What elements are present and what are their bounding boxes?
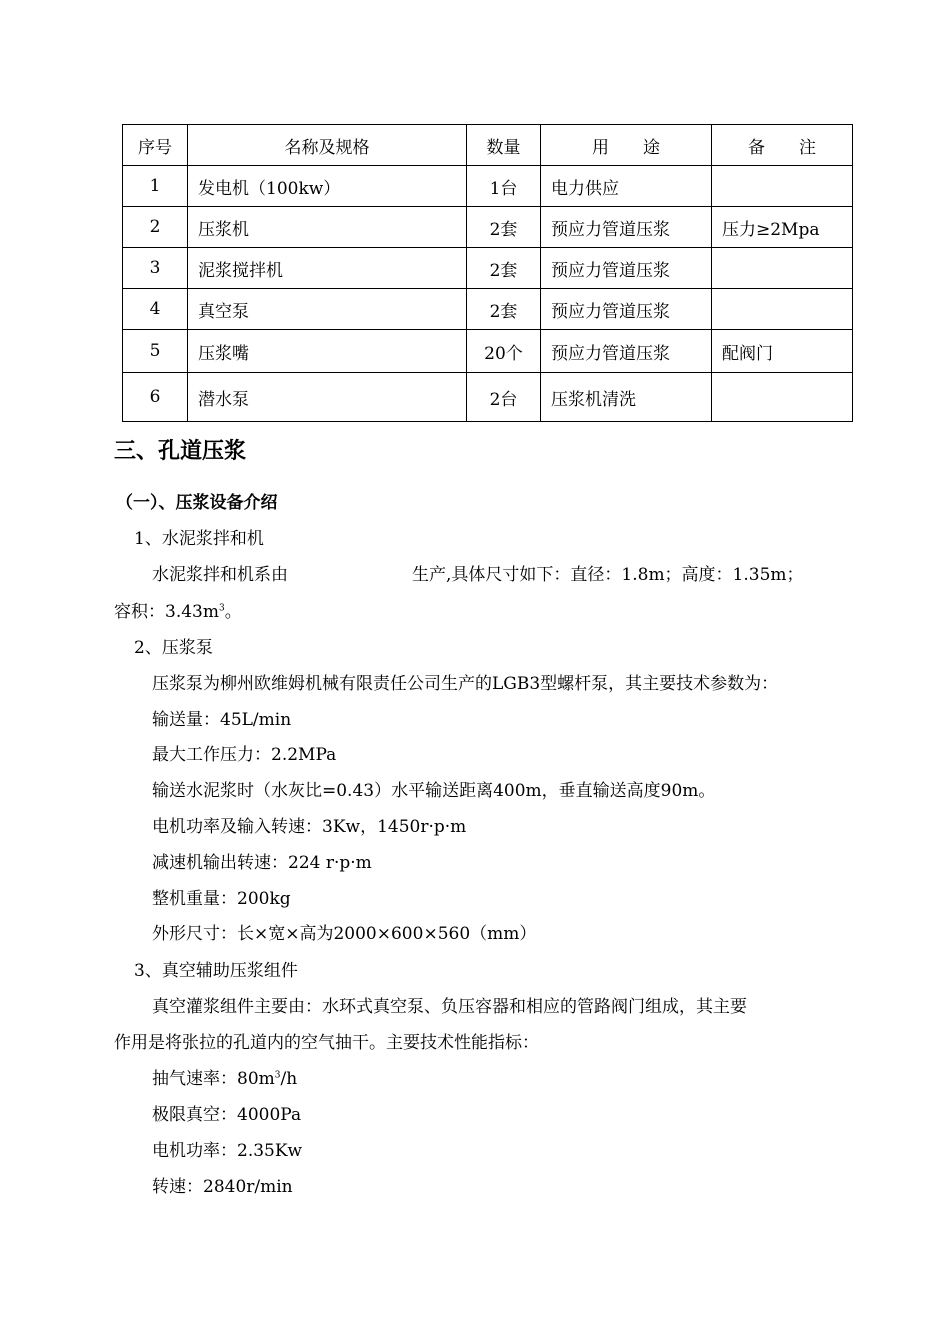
- item2-spec: 减速机输出转速：224 r·p·m: [152, 853, 372, 873]
- item1-volume-sup: 3: [218, 603, 225, 614]
- table-cell: 泥浆搅拌机: [188, 248, 467, 289]
- table-cell: [712, 248, 853, 289]
- item1-volume-text: 容积：3.43m: [114, 602, 219, 622]
- header-cell: 备 注: [712, 125, 853, 166]
- item3-spec: 电机功率：2.35Kw: [152, 1141, 303, 1161]
- table-cell: 配阀门: [712, 330, 853, 373]
- table-row: [123, 248, 853, 289]
- item2-spec: 最大工作压力：2.2MPa: [152, 745, 337, 765]
- item3-intro: 作用是将张拉的孔道内的空气抽干。主要技术性能指标：: [114, 1033, 539, 1053]
- item2-spec: 整机重量：200kg: [152, 889, 291, 909]
- table-cell: 预应力管道压浆: [541, 207, 712, 248]
- header-cell: 用 途: [541, 125, 712, 166]
- table-cell: 20个: [467, 330, 541, 373]
- table-cell: 发电机（100kw）: [188, 166, 467, 207]
- section-title: 三、孔道压浆: [114, 439, 247, 464]
- table-cell: 6: [123, 373, 188, 422]
- table-cell: 1台: [467, 166, 541, 207]
- table-cell: 2套: [467, 289, 541, 330]
- header-cell: 数量: [467, 125, 541, 166]
- table-row: [123, 289, 853, 330]
- table-row: [123, 330, 853, 373]
- table-cell: 1: [123, 166, 188, 207]
- item3-rate-sup: 3: [274, 1070, 281, 1081]
- table-cell: [712, 289, 853, 330]
- table-cell: 电力供应: [541, 166, 712, 207]
- item3-rate-text: 抽气速率：80m: [152, 1069, 275, 1089]
- item3-rate-unit: /h: [280, 1069, 298, 1089]
- table-cell: 2套: [467, 207, 541, 248]
- item3-spec: 极限真空：4000Pa: [152, 1105, 302, 1125]
- table-cell: 4: [123, 289, 188, 330]
- item1-text-b: 生产,具体尺寸如下：直径：1.8m；高度：1.35m；: [412, 565, 804, 585]
- table-cell: 真空泵: [188, 289, 467, 330]
- table-row: [123, 166, 853, 207]
- item3-spec: 转速：2840r/min: [152, 1177, 293, 1197]
- item2-title: 2、压浆泵: [134, 638, 213, 658]
- table-cell: 压浆机: [188, 207, 467, 248]
- table-cell: 预应力管道压浆: [541, 248, 712, 289]
- table-cell: 3: [123, 248, 188, 289]
- item3-intro: 真空灌浆组件主要由：水环式真空泵、负压容器和相应的管路阀门组成，其主要: [152, 997, 747, 1017]
- table-row: [123, 207, 853, 248]
- table-cell: 2套: [467, 248, 541, 289]
- table-header-row: [123, 125, 853, 166]
- table-cell: [712, 373, 853, 422]
- item1-text-a: 水泥浆拌和机系由: [152, 565, 288, 585]
- table-cell: 潜水泵: [188, 373, 467, 422]
- item1-text-volume: [114, 597, 242, 622]
- table-cell: 预应力管道压浆: [541, 330, 712, 373]
- item1-volume-end: 。: [224, 602, 242, 622]
- item2-spec: 输送水泥浆时（水灰比=0.43）水平输送距离400m，垂直输送高度90m。: [152, 781, 716, 801]
- table-cell: 压浆嘴: [188, 330, 467, 373]
- subsection-title: （一）、压浆设备介绍: [116, 493, 278, 513]
- item3-title: 3、真空辅助压浆组件: [134, 961, 298, 981]
- table-cell: 5: [123, 330, 188, 373]
- table-cell: [712, 166, 853, 207]
- header-cell: 名称及规格: [188, 125, 467, 166]
- table-cell: 压力≥2Mpa: [712, 207, 853, 248]
- table-row: [123, 373, 853, 422]
- equipment-table: [122, 124, 853, 422]
- table-cell: 压浆机清洗: [541, 373, 712, 422]
- table-cell: 预应力管道压浆: [541, 289, 712, 330]
- item2-spec: 外形尺寸：长×宽×高为2000×600×560（mm）: [152, 924, 537, 944]
- item2-spec: 输送量：45L/min: [152, 710, 292, 730]
- item2-intro: 压浆泵为柳州欧维姆机械有限责任公司生产的LGB3型螺杆泵，其主要技术参数为：: [152, 674, 779, 694]
- header-cell: 序号: [123, 125, 188, 166]
- item2-spec: 电机功率及输入转速：3Kw，1450r·p·m: [152, 817, 467, 837]
- item1-title: 1、水泥浆拌和机: [134, 529, 264, 549]
- table-cell: 2: [123, 207, 188, 248]
- item3-rate: [152, 1064, 297, 1089]
- table-cell: 2台: [467, 373, 541, 422]
